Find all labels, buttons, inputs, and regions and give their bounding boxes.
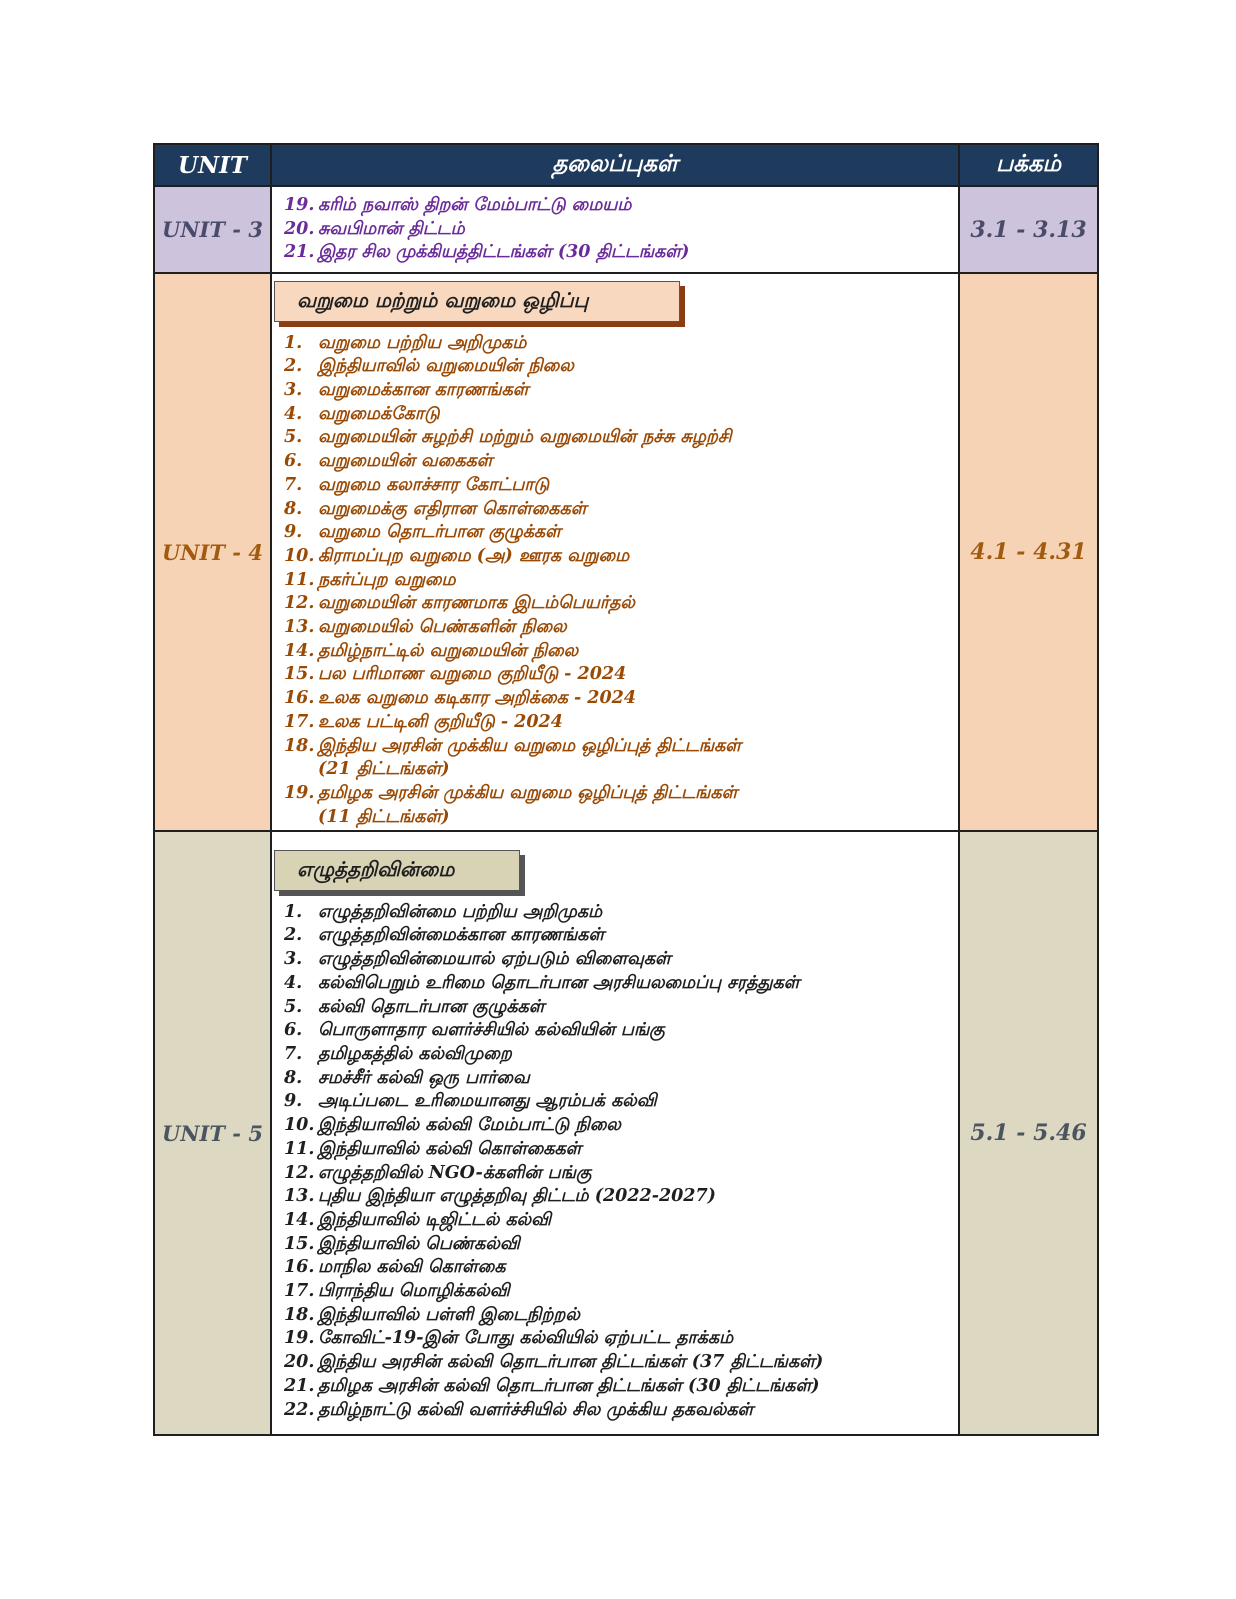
topic-text: கிராமப்புற வறுமை (அ) ஊரக வறுமை xyxy=(318,545,630,566)
topic-number: 8. xyxy=(284,1067,303,1088)
topic-text: தமிழகத்தில் கல்விமுறை xyxy=(318,1043,512,1064)
header-topics: தலைப்புகள் xyxy=(271,144,959,186)
topic-item xyxy=(284,1114,948,1138)
topic-text: கல்வி தொடர்பான குழுக்கள் xyxy=(318,996,545,1017)
topic-number: 20. xyxy=(284,218,315,239)
topic-item xyxy=(284,901,948,925)
topic-item xyxy=(284,1043,948,1067)
topic-item xyxy=(284,218,948,242)
topic-item xyxy=(284,687,948,711)
unit-3-topic-list xyxy=(272,194,958,265)
unit-4-topic-list xyxy=(272,332,958,830)
topic-text: வறுமை கலாச்சார கோட்பாடு xyxy=(318,474,550,495)
topic-number: 12. xyxy=(284,1162,315,1183)
unit-3-label: UNIT - 3 xyxy=(154,186,271,273)
unit-5-section-title: எழுத்தறிவின்மை xyxy=(274,850,520,891)
topic-number: 18. xyxy=(284,1304,315,1325)
topic-number: 2. xyxy=(284,925,303,946)
topic-item xyxy=(284,498,948,522)
topic-item xyxy=(284,711,948,735)
header-pages: பக்கம் xyxy=(959,144,1098,186)
topic-item xyxy=(284,1090,948,1114)
topic-item xyxy=(284,569,948,593)
topic-item xyxy=(284,996,948,1020)
topic-number: 13. xyxy=(284,1186,315,1207)
topic-text: தமிழக அரசின் முக்கிய வறுமை ஒழிப்புத் திட்டங்கள் xyxy=(318,782,738,803)
topic-text: மாநில கல்வி கொள்கை xyxy=(318,1257,506,1278)
topic-item xyxy=(284,450,948,474)
topic-item xyxy=(284,1351,948,1375)
topic-text: வறுமையின் காரணமாக இடம்பெயர்தல் xyxy=(318,593,635,614)
topic-text: வறுமையின் சுழற்சி மற்றும் வறுமையின் நச்சு சுழற்சி xyxy=(318,427,732,448)
topic-item xyxy=(284,1209,948,1233)
unit-5-row xyxy=(154,831,1098,1435)
topic-number: 1. xyxy=(284,332,303,353)
topic-item xyxy=(284,1019,948,1043)
header-unit: UNIT xyxy=(154,144,271,186)
unit-3-row xyxy=(154,186,1098,273)
topic-item xyxy=(284,592,948,616)
unit-4-label: UNIT - 4 xyxy=(154,273,271,831)
topic-item xyxy=(284,663,948,687)
topic-item xyxy=(284,1138,948,1162)
topic-text: வறுமை தொடர்பான குழுக்கள் xyxy=(318,522,561,543)
topic-item xyxy=(284,616,948,640)
topic-number: 11. xyxy=(284,1138,315,1159)
unit-3-pages: 3.1 - 3.13 xyxy=(959,186,1098,273)
topic-item xyxy=(284,426,948,450)
topic-number: 9. xyxy=(284,522,303,543)
topic-text: கோவிட்-19-இன் போது கல்வியில் ஏற்பட்ட தாக்கம் xyxy=(318,1328,734,1349)
topic-text: இந்தியாவில் டிஜிட்டல் கல்வி xyxy=(318,1209,552,1230)
topic-number: 19. xyxy=(284,194,315,215)
topic-number: 10. xyxy=(284,1115,315,1136)
topic-number: 8. xyxy=(284,498,303,519)
topic-text: இந்திய அரசின் கல்வி தொடர்பான திட்டங்கள் (37 திட்டங்கள்) xyxy=(318,1352,824,1373)
topic-item xyxy=(284,1375,948,1399)
topic-text: எழுத்தறிவின்மைக்கான காரணங்கள் xyxy=(318,925,605,946)
topic-text: பல பரிமாண வறுமை குறியீடு - 2024 xyxy=(318,664,627,685)
topic-text: சுவபிமான் திட்டம் xyxy=(318,218,465,239)
topic-number: 17. xyxy=(284,711,315,732)
topic-number: 1. xyxy=(284,901,303,922)
topic-number: 6. xyxy=(284,451,303,472)
topic-number: 21. xyxy=(284,1375,315,1396)
topic-text: புதிய இந்தியா எழுத்தறிவு திட்டம் (2022-2027) xyxy=(318,1186,716,1207)
topic-item xyxy=(284,194,948,218)
topic-number: 22. xyxy=(284,1399,315,1420)
topic-text: இந்திய அரசின் முக்கிய வறுமை ஒழிப்புத் திட்டங்கள் xyxy=(318,735,742,756)
topic-number: 18. xyxy=(284,735,315,756)
topic-number: 21. xyxy=(284,242,315,263)
topic-text: நகர்ப்புற வறுமை xyxy=(318,569,456,590)
topic-number: 19. xyxy=(284,1328,315,1349)
topic-text: வறுமை பற்றிய அறிமுகம் xyxy=(318,332,527,353)
topic-item xyxy=(284,1185,948,1209)
topic-text: தமிழ்நாட்டில் வறுமையின் நிலை xyxy=(318,640,579,661)
topic-item xyxy=(284,924,948,948)
topic-text: எழுத்தறிவில் NGO-க்களின் பங்கு xyxy=(318,1162,592,1183)
topic-number: 15. xyxy=(284,664,315,685)
contents-table xyxy=(153,143,1099,1436)
topic-number: 12. xyxy=(284,593,315,614)
topic-text: இந்தியாவில் பள்ளி இடைநிற்றல் xyxy=(318,1304,580,1325)
topic-text: இந்தியாவில் கல்வி மேம்பாட்டு நிலை xyxy=(318,1115,621,1136)
topic-number: 9. xyxy=(284,1091,303,1112)
topic-item xyxy=(284,521,948,545)
topic-number: 10. xyxy=(284,545,315,566)
topic-text: கல்விபெறும் உரிமை தொடர்பான அரசியலமைப்பு சரத்துகள் xyxy=(318,972,800,993)
topic-text: இந்தியாவில் வறுமையின் நிலை xyxy=(318,356,574,377)
topic-item xyxy=(284,1280,948,1304)
topic-number: 4. xyxy=(284,972,303,993)
topic-item xyxy=(284,972,948,996)
topic-number: 6. xyxy=(284,1020,303,1041)
topic-number: 5. xyxy=(284,996,303,1017)
topic-item xyxy=(284,379,948,403)
topic-number: 15. xyxy=(284,1233,315,1254)
topic-number: 3. xyxy=(284,380,303,401)
topic-number: 2. xyxy=(284,356,303,377)
topic-number: 4. xyxy=(284,403,303,424)
topic-number: 7. xyxy=(284,1043,303,1064)
topic-text: வறுமையில் பெண்களின் நிலை xyxy=(318,617,567,638)
topic-item xyxy=(284,545,948,569)
topic-number: 5. xyxy=(284,427,303,448)
topic-item xyxy=(284,1067,948,1091)
unit-5-topic-list xyxy=(272,901,958,1422)
topic-number: 14. xyxy=(284,1209,315,1230)
topic-text-continued: (11 திட்டங்கள்) xyxy=(318,806,450,827)
unit-5-label: UNIT - 5 xyxy=(154,831,271,1435)
unit-5-pages: 5.1 - 5.46 xyxy=(959,831,1098,1435)
topic-item xyxy=(284,735,948,782)
topic-number: 20. xyxy=(284,1352,315,1373)
topic-number: 11. xyxy=(284,569,315,590)
topic-item xyxy=(284,241,948,265)
topic-item xyxy=(284,1162,948,1186)
topic-item xyxy=(284,355,948,379)
topic-item xyxy=(284,332,948,356)
topic-item xyxy=(284,782,948,829)
topic-text: வறுமையின் வகைகள் xyxy=(318,451,493,472)
topic-text: வறுமைக்கோடு xyxy=(318,403,440,424)
topic-number: 7. xyxy=(284,474,303,495)
topic-text: சமச்சீர் கல்வி ஒரு பார்வை xyxy=(318,1067,530,1088)
topic-text: கரிம் நவாஸ் திறன் மேம்பாட்டு மையம் xyxy=(318,194,632,215)
topic-text: அடிப்படை உரிமையானது ஆரம்பக் கல்வி xyxy=(318,1091,657,1112)
topic-text-continued: (21 திட்டங்கள்) xyxy=(318,759,450,780)
unit-4-topics xyxy=(271,273,959,831)
topic-text: தமிழக அரசின் கல்வி தொடர்பான திட்டங்கள் (30 திட்டங்கள்) xyxy=(318,1375,820,1396)
topic-item xyxy=(284,1233,948,1257)
topic-number: 16. xyxy=(284,1257,315,1278)
topic-text: இந்தியாவில் கல்வி கொள்கைகள் xyxy=(318,1138,582,1159)
topic-item xyxy=(284,1256,948,1280)
topic-text: தமிழ்நாட்டு கல்வி வளர்ச்சியில் சில முக்கிய தகவல்கள் xyxy=(318,1399,754,1420)
unit-5-topics xyxy=(271,831,959,1435)
unit-3-topics xyxy=(271,186,959,273)
topic-text: பொருளாதார வளர்ச்சியில் கல்வியின் பங்கு xyxy=(318,1020,665,1041)
unit-4-pages: 4.1 - 4.31 xyxy=(959,273,1098,831)
topic-number: 19. xyxy=(284,782,315,803)
topic-text: வறுமைக்கான காரணங்கள் xyxy=(318,380,529,401)
topic-text: வறுமைக்கு எதிரான கொள்கைகள் xyxy=(318,498,587,519)
topic-text: எழுத்தறிவின்மையால் ஏற்படும் விளைவுகள் xyxy=(318,949,671,970)
unit-4-row xyxy=(154,273,1098,831)
topic-text: இதர சில முக்கியத்திட்டங்கள் (30 திட்டங்கள்) xyxy=(318,242,690,263)
topic-item xyxy=(284,948,948,972)
topic-item xyxy=(284,640,948,664)
topic-item xyxy=(284,1304,948,1328)
topic-text: பிராந்திய மொழிக்கல்வி xyxy=(318,1281,510,1302)
topic-number: 13. xyxy=(284,617,315,638)
topic-item xyxy=(284,1399,948,1423)
topic-text: இந்தியாவில் பெண்கல்வி xyxy=(318,1233,520,1254)
topic-item xyxy=(284,403,948,427)
topic-item xyxy=(284,474,948,498)
header-row xyxy=(154,144,1098,186)
topic-item xyxy=(284,1327,948,1351)
topic-number: 16. xyxy=(284,688,315,709)
topic-text: எழுத்தறிவின்மை பற்றிய அறிமுகம் xyxy=(318,901,603,922)
topic-number: 14. xyxy=(284,640,315,661)
topic-number: 17. xyxy=(284,1281,315,1302)
topic-text: உலக பட்டினி குறியீடு - 2024 xyxy=(318,711,563,732)
unit-4-section-title: வறுமை மற்றும் வறுமை ஒழிப்பு xyxy=(274,281,680,322)
topic-text: உலக வறுமை கடிகார அறிக்கை - 2024 xyxy=(318,688,636,709)
topic-number: 3. xyxy=(284,949,303,970)
